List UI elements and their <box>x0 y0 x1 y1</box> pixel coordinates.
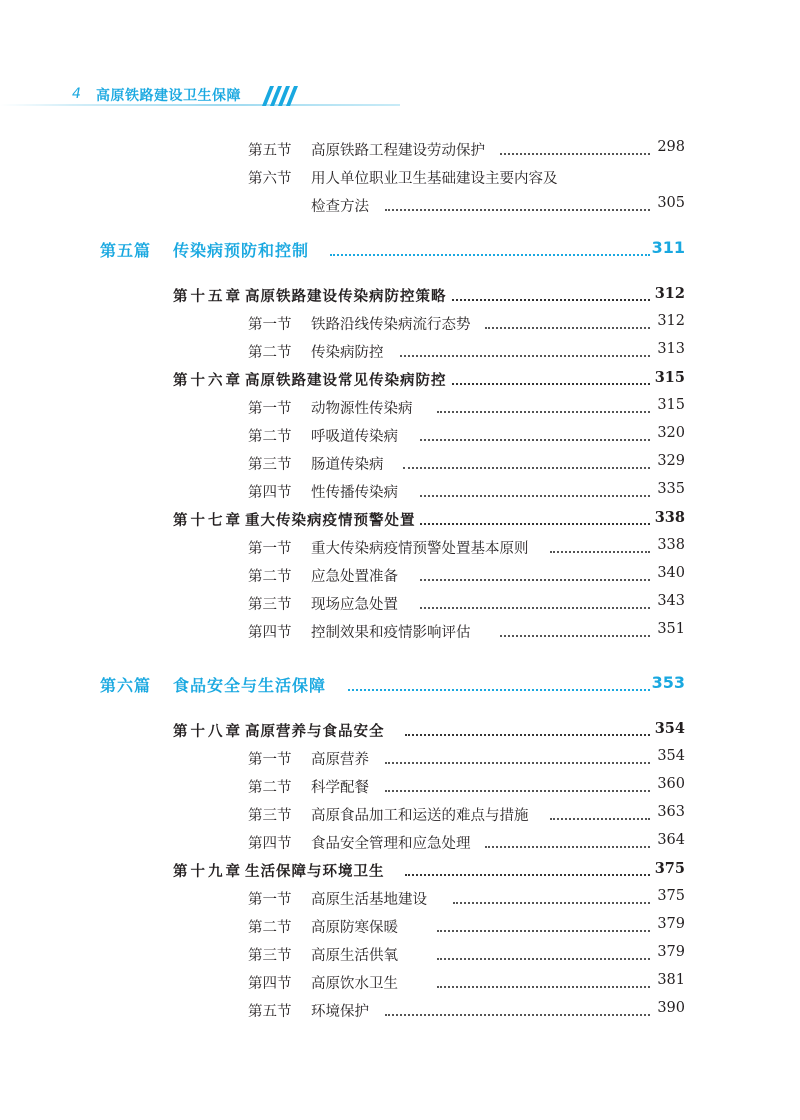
toc-entry-page: 313 <box>657 341 685 357</box>
toc-entry-label: 第一节 <box>248 541 292 557</box>
toc-chapter-title: 生活保障与环境卫生 <box>245 863 385 880</box>
toc-entry-page: 354 <box>657 748 685 764</box>
toc-entry-title: 食品安全管理和应急处理 <box>311 836 471 852</box>
toc-chapter-title: 高原营养与食品安全 <box>245 723 385 740</box>
toc-leader-dots <box>437 411 650 413</box>
toc-entry-label: 第一节 <box>248 752 292 768</box>
toc-entry-title: 肠道传染病 <box>311 457 384 473</box>
toc-entry-page: 320 <box>657 425 685 441</box>
toc-entry-section[interactable] <box>0 916 800 940</box>
header-page-number: 4 <box>72 86 81 102</box>
toc-leader-dots <box>453 902 650 904</box>
toc-entry-chapter[interactable] <box>0 369 800 393</box>
toc-entry-title: 动物源性传染病 <box>311 401 413 417</box>
toc-entry-section[interactable] <box>0 341 800 365</box>
toc-leader-dots <box>452 383 650 385</box>
toc-entry-label: 第二节 <box>248 780 292 796</box>
toc-entry-title: 高原食品加工和运送的难点与措施 <box>311 808 529 824</box>
toc-entry-section[interactable] <box>0 167 800 191</box>
toc-leader-dots <box>420 579 650 581</box>
toc-entry-title: 高原生活基地建设 <box>311 892 427 908</box>
toc-entry-section-continued[interactable] <box>0 195 800 219</box>
toc-entry-title: 传染病防控 <box>311 345 384 361</box>
toc-leader-dots <box>485 327 650 329</box>
toc-leader-dots <box>403 467 650 469</box>
toc-entry-label: 第一节 <box>248 317 292 333</box>
toc-leader-dots <box>420 439 650 441</box>
toc-part-title: 食品安全与生活保障 <box>173 676 327 695</box>
toc-entry-section[interactable] <box>0 621 800 645</box>
toc-entry-chapter[interactable] <box>0 860 800 884</box>
toc-entry-label: 第二节 <box>248 920 292 936</box>
toc-entry-label: 第三节 <box>248 457 292 473</box>
toc-leader-dots <box>437 930 650 932</box>
toc-entry-title: 控制效果和疫情影响评估 <box>311 625 471 641</box>
toc-entry-title: 铁路沿线传染病流行态势 <box>311 317 471 333</box>
toc-entry-label: 第四节 <box>248 485 292 501</box>
toc-leader-dots <box>550 818 650 820</box>
toc-leader-dots <box>420 495 650 497</box>
toc-entry-section[interactable] <box>0 888 800 912</box>
toc-entry-section[interactable] <box>0 593 800 617</box>
toc-leader-dots <box>405 734 650 736</box>
toc-entry-page: 360 <box>657 776 685 792</box>
toc-leader-dots <box>400 355 650 357</box>
toc-entry-chapter[interactable] <box>0 509 800 533</box>
toc-entry-title: 用人单位职业卫生基础建设主要内容及 <box>311 171 558 187</box>
toc-entry-title: 高原饮水卫生 <box>311 976 398 992</box>
toc-entry-title: 现场应急处置 <box>311 597 398 613</box>
header-book-title: 高原铁路建设卫生保障 <box>96 88 241 104</box>
toc-entry-page: 381 <box>657 972 685 988</box>
toc-chapter-label: 第十五章 <box>173 288 243 305</box>
toc-leader-dots <box>485 846 650 848</box>
toc-entry-label: 第五节 <box>248 1004 292 1020</box>
toc-entry-section[interactable] <box>0 537 800 561</box>
toc-entry-label: 第五节 <box>248 143 292 159</box>
toc-entry-section[interactable] <box>0 453 800 477</box>
toc-part-page: 353 <box>651 673 685 692</box>
toc-chapter-title: 重大传染病疫情预警处置 <box>245 512 416 529</box>
toc-entry-page: 364 <box>657 832 685 848</box>
toc-entry-section[interactable] <box>0 313 800 337</box>
toc-entry-title: 环境保护 <box>311 1004 369 1020</box>
toc-chapter-page: 375 <box>654 860 685 877</box>
toc-entry-chapter[interactable] <box>0 285 800 309</box>
toc-entry-label: 第二节 <box>248 345 292 361</box>
toc-entry-section[interactable] <box>0 944 800 968</box>
toc-entry-section[interactable] <box>0 565 800 589</box>
toc-entry-label: 第四节 <box>248 976 292 992</box>
toc-leader-dots <box>330 254 650 256</box>
toc-entry-page: 305 <box>657 195 685 211</box>
toc-entry-page: 343 <box>657 593 685 609</box>
toc-entry-section[interactable] <box>0 139 800 163</box>
running-header <box>0 0 800 120</box>
toc-entry-page: 338 <box>657 537 685 553</box>
toc-leader-dots <box>500 153 650 155</box>
toc-entry-page: 315 <box>657 397 685 413</box>
toc-entry-label: 第二节 <box>248 569 292 585</box>
toc-chapter-page: 354 <box>654 720 685 737</box>
toc-entry-chapter[interactable] <box>0 720 800 744</box>
toc-part-title: 传染病预防和控制 <box>173 241 310 260</box>
toc-leader-dots <box>348 689 650 691</box>
toc-entry-section[interactable] <box>0 832 800 856</box>
toc-leader-dots <box>437 986 650 988</box>
toc-part-page: 311 <box>651 238 685 257</box>
toc-entry-label: 第一节 <box>248 401 292 417</box>
toc-entry-title: 高原防寒保暖 <box>311 920 398 936</box>
toc-leader-dots <box>405 874 650 876</box>
toc-chapter-label: 第十八章 <box>173 723 243 740</box>
toc-entry-page: 340 <box>657 565 685 581</box>
toc-chapter-page: 338 <box>654 509 685 526</box>
toc-leader-dots <box>420 607 650 609</box>
toc-entry-page: 335 <box>657 481 685 497</box>
toc-entry-section[interactable] <box>0 397 800 421</box>
toc-entry-section[interactable] <box>0 1000 800 1024</box>
toc-entry-page: 329 <box>657 453 685 469</box>
toc-entry-title: 高原营养 <box>311 752 369 768</box>
toc-entry-title: 高原铁路工程建设劳动保护 <box>311 143 485 159</box>
toc-entry-title: 重大传染病疫情预警处置基本原则 <box>311 541 529 557</box>
toc-leader-dots <box>500 635 650 637</box>
toc-entry-label: 第二节 <box>248 429 292 445</box>
toc-entry-label: 第四节 <box>248 836 292 852</box>
toc-leader-dots <box>385 762 650 764</box>
toc-entry-section[interactable] <box>0 748 800 772</box>
toc-chapter-title: 高原铁路建设常见传染病防控 <box>245 372 447 389</box>
toc-entry-title: 检查方法 <box>311 199 369 215</box>
toc-entry-page: 351 <box>657 621 685 637</box>
toc-leader-dots <box>437 958 650 960</box>
toc-entry-section[interactable] <box>0 481 800 505</box>
toc-entry-label: 第三节 <box>248 808 292 824</box>
toc-chapter-label: 第十六章 <box>173 372 243 389</box>
toc-chapter-label: 第十九章 <box>173 863 243 880</box>
toc-entry-title: 呼吸道传染病 <box>311 429 398 445</box>
toc-part-label: 第五篇 <box>100 241 152 260</box>
toc-entry-section[interactable] <box>0 425 800 449</box>
toc-chapter-title: 高原铁路建设传染病防控策略 <box>245 288 447 305</box>
toc-entry-page: 363 <box>657 804 685 820</box>
toc-entry-page: 298 <box>657 139 685 155</box>
toc-chapter-page: 315 <box>654 369 685 386</box>
toc-leader-dots <box>385 1014 650 1016</box>
toc-entry-title: 应急处置准备 <box>311 569 398 585</box>
toc-entry-section[interactable] <box>0 776 800 800</box>
toc-entry-label: 第四节 <box>248 625 292 641</box>
toc-entry-label: 第一节 <box>248 892 292 908</box>
toc-entry-page: 375 <box>657 888 685 904</box>
toc-entry-section[interactable] <box>0 804 800 828</box>
toc-entry-section[interactable] <box>0 972 800 996</box>
toc-entry-label: 第六节 <box>248 171 292 187</box>
toc-entry-title: 科学配餐 <box>311 780 369 796</box>
toc-part-label: 第六篇 <box>100 676 152 695</box>
toc-entry-title: 性传播传染病 <box>311 485 398 501</box>
toc-entry-label: 第三节 <box>248 948 292 964</box>
toc-entry-page: 379 <box>657 944 685 960</box>
toc-leader-dots <box>385 790 650 792</box>
toc-leader-dots <box>420 523 650 525</box>
header-stripes-decoration <box>254 86 302 106</box>
toc-chapter-page: 312 <box>654 285 685 302</box>
toc-entry-page: 379 <box>657 916 685 932</box>
toc-leader-dots <box>452 299 650 301</box>
toc-entry-page: 390 <box>657 1000 685 1016</box>
toc-entry-part[interactable] <box>0 673 800 697</box>
toc-entry-page: 312 <box>657 313 685 329</box>
toc-leader-dots <box>550 551 650 553</box>
toc-leader-dots <box>385 209 650 211</box>
toc-entry-title: 高原生活供氧 <box>311 948 398 964</box>
toc-entry-part[interactable] <box>0 238 800 262</box>
toc-chapter-label: 第十七章 <box>173 512 243 529</box>
toc-entry-label: 第三节 <box>248 597 292 613</box>
